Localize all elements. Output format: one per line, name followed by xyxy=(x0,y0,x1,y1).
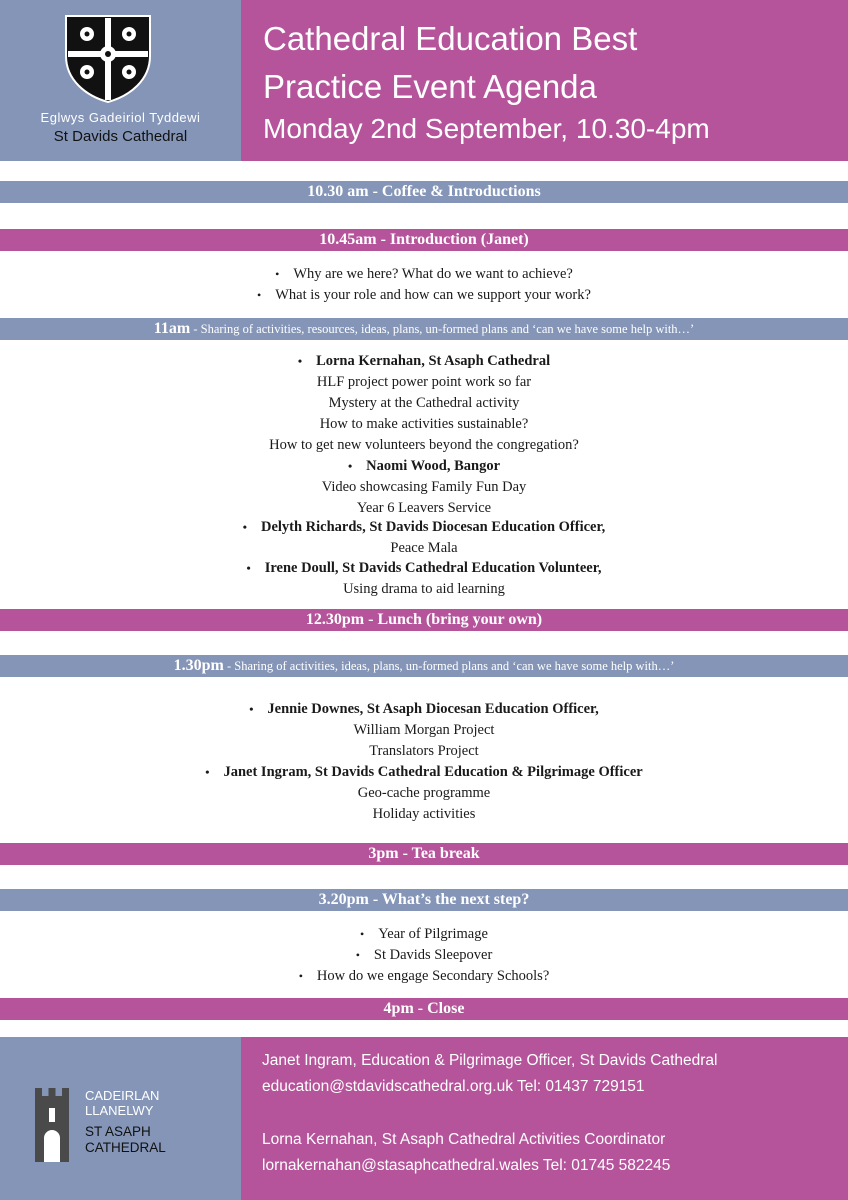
presentation-item: William Morgan Project xyxy=(353,722,495,738)
intro-bullet: • Why are we here? What do we want to achieve? xyxy=(0,264,848,284)
next-step-bullet: • St Davids Sleepover xyxy=(0,945,848,965)
logo-welsh-name: Eglwys Gadeiriol Tyddewi xyxy=(40,110,201,125)
presenter-name: • Lorna Kernahan, St Asaph Cathedral xyxy=(0,351,848,371)
presentation-item: HLF project power point work so far xyxy=(316,374,532,390)
tea-section-bar xyxy=(0,843,848,865)
intro-section-bar xyxy=(0,229,848,251)
next-step-bullet: • Year of Pilgrimage xyxy=(0,924,848,944)
presentation-item: Translators Project xyxy=(369,743,479,759)
intro-bullet: • What is your role and how can we support your work? xyxy=(0,285,848,305)
tea-heading: 3pm - Tea break xyxy=(368,845,480,862)
close-heading: 4pm - Close xyxy=(383,1000,465,1017)
presentation-item: How to make activities sustainable? xyxy=(319,416,529,432)
st-asaph-tower-logo xyxy=(33,1086,71,1162)
contact2-name: Lorna Kernahan, St Asaph Cathedral Activities Coordinator xyxy=(262,1131,666,1148)
presentation-item: Geo-cache programme xyxy=(357,785,491,801)
sharing-130pm-section-bar xyxy=(0,655,848,677)
presentation-item: Video showcasing Family Fun Day xyxy=(321,479,527,495)
presentation-item: How to get new volunteers beyond the congregation? xyxy=(269,437,579,453)
event-date: Monday 2nd September, 10.30-4pm xyxy=(263,113,710,144)
presentation-item: Peace Mala xyxy=(390,540,458,556)
lunch-heading: 12.30pm - Lunch (bring your own) xyxy=(305,611,543,628)
coffee-section-bar xyxy=(0,181,848,203)
contact1-name: Janet Ingram, Education & Pilgrimage Officer, St Davids Cathedral xyxy=(262,1052,718,1069)
sharing-130pm-time: 1.30pm xyxy=(173,657,224,674)
contact2-details: lornakernahan@stasaphcathedral.wales Tel: 01745 582245 xyxy=(262,1157,671,1174)
lunch-section-bar xyxy=(0,609,848,631)
next-step-section-bar xyxy=(0,889,848,911)
logo-english-name: St Davids Cathedral xyxy=(53,128,188,145)
presenter-name: • Jennie Downes, St Asaph Diocesan Education Officer, xyxy=(0,699,848,719)
page-title-line2: Practice Event Agenda xyxy=(263,68,597,105)
close-section-bar xyxy=(0,998,848,1020)
next-step-heading: 3.20pm - What’s the next step? xyxy=(318,891,530,908)
contact1-details: education@stdavidscathedral.org.uk Tel: 01437 729151 xyxy=(262,1078,645,1095)
sharing-11am-section-bar xyxy=(0,318,848,340)
footer-contacts-panel xyxy=(241,1037,848,1200)
presenter-name: • Irene Doull, St Davids Cathedral Education Volunteer, xyxy=(0,558,848,578)
coffee-heading: 10.30 am - Coffee & Introductions xyxy=(307,183,541,200)
footer-logo-english-line1: ST ASAPH xyxy=(85,1124,151,1139)
intro-heading: 10.45am - Introduction (Janet) xyxy=(319,231,529,248)
next-step-bullet: • How do we engage Secondary Schools? xyxy=(0,966,848,986)
presentation-item: Holiday activities xyxy=(372,806,476,822)
presenter-name: • Janet Ingram, St Davids Cathedral Education & Pilgrimage Officer xyxy=(0,762,848,782)
sharing-11am-time: 11am xyxy=(153,320,191,337)
header-title-panel xyxy=(241,0,848,161)
footer-logo-english-line2: CATHEDRAL xyxy=(85,1140,166,1155)
presenter-name: • Naomi Wood, Bangor xyxy=(0,456,848,476)
page-title-line1: Cathedral Education Best xyxy=(263,20,638,57)
presentation-item: Using drama to aid learning xyxy=(343,581,505,597)
footer-logo-welsh-line2: LLANELWY xyxy=(85,1103,154,1118)
presentation-item: Year 6 Leavers Service xyxy=(356,500,492,516)
presenter-name: • Delyth Richards, St Davids Diocesan Education Officer, xyxy=(0,517,848,537)
st-davids-shield-logo xyxy=(64,14,152,104)
footer-logo-welsh-line1: CADEIRLAN xyxy=(85,1088,160,1103)
sharing-11am-description: - Sharing of activities, resources, ideas, plans, un-formed plans and ‘can we have some help with…’ xyxy=(190,322,695,336)
sharing-130pm-description: - Sharing of activities, ideas, plans, un-formed plans and ‘can we have some help with…’ xyxy=(223,659,675,673)
presentation-item: Mystery at the Cathedral activity xyxy=(328,395,520,411)
